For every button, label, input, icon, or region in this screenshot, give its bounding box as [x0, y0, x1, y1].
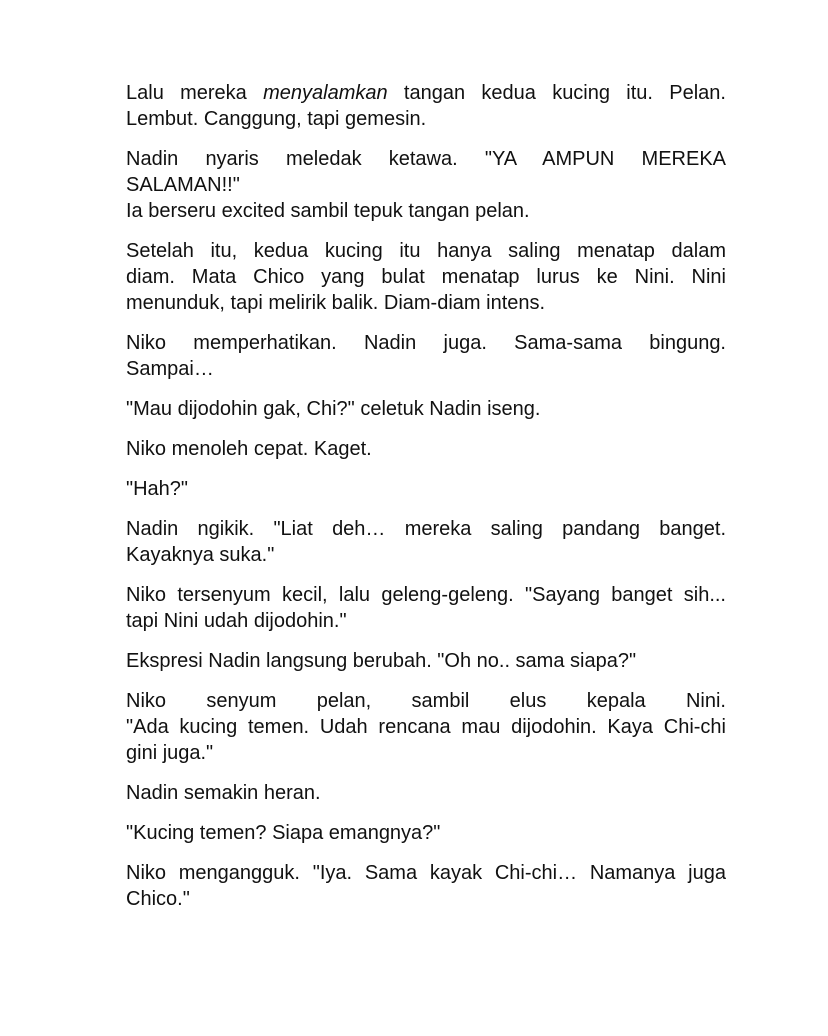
paragraph-1	[126, 80, 726, 132]
paragraph-13	[126, 820, 726, 846]
paragraph-line: Lembut. Canggung, tapi gemesin.	[126, 108, 427, 130]
paragraph-2	[126, 146, 726, 224]
paragraph-line: tapi Nini udah dijodohin."	[126, 610, 347, 632]
paragraph-line: Nadin ngikik. "Liat deh… mereka saling pandang banget.	[126, 518, 726, 540]
paragraph-5	[126, 396, 726, 422]
paragraph-line: "Hah?"	[126, 478, 189, 500]
paragraph-6	[126, 436, 726, 462]
paragraph-8	[126, 516, 726, 568]
paragraph-line: Niko mengangguk. "Iya. Sama kayak Chi-chi… Namanya juga	[126, 862, 726, 884]
paragraph-line: "Kucing temen? Siapa emangnya?"	[126, 822, 441, 844]
paragraph-line: Nadin semakin heran.	[126, 782, 321, 804]
paragraph-line: "Mau dijodohin gak, Chi?" celetuk Nadin iseng.	[126, 398, 541, 420]
paragraph-4	[126, 330, 726, 382]
paragraph-line: Sampai…	[126, 358, 214, 380]
paragraph-line: Niko menoleh cepat. Kaget.	[126, 438, 372, 460]
paragraph-line: Kayaknya suka."	[126, 544, 275, 566]
paragraph-10	[126, 648, 726, 674]
paragraph-3	[126, 238, 726, 316]
italic-text: menyalamkan	[263, 82, 388, 104]
paragraph-line	[126, 80, 726, 106]
paragraph-line: Nadin nyaris meledak ketawa. "YA AMPUN MEREKA	[126, 148, 726, 170]
paragraph-line: SALAMAN!!"	[126, 174, 240, 196]
paragraph-line: menunduk, tapi melirik balik. Diam-diam intens.	[126, 292, 546, 314]
paragraph-line: Chico."	[126, 888, 190, 910]
paragraph-11	[126, 688, 726, 766]
paragraph-9	[126, 582, 726, 634]
paragraph-line: Niko memperhatikan. Nadin juga. Sama-sama bingung.	[126, 332, 726, 354]
paragraph-12	[126, 780, 726, 806]
story-text	[126, 80, 726, 912]
paragraph-line: Ekspresi Nadin langsung berubah. "Oh no.. sama siapa?"	[126, 650, 637, 672]
paragraph-line: "Ada kucing temen. Udah rencana mau dijodohin. Kaya Chi-chi	[126, 716, 726, 738]
paragraph-line: Ia berseru excited sambil tepuk tangan pelan.	[126, 200, 530, 222]
text-run: tangan kedua kucing itu. Pelan.	[387, 82, 726, 104]
paragraph-line: Niko tersenyum kecil, lalu geleng-geleng. "Sayang banget sih...	[126, 584, 726, 606]
paragraph-14	[126, 860, 726, 912]
paragraph-line: Niko senyum pelan, sambil elus kepala Nini.	[126, 690, 726, 712]
paragraph-line: gini juga."	[126, 742, 214, 764]
paragraph-line: diam. Mata Chico yang bulat menatap lurus ke Nini. Nini	[126, 266, 726, 288]
paragraph-line: Setelah itu, kedua kucing itu hanya saling menatap dalam	[126, 240, 726, 262]
paragraph-7	[126, 476, 726, 502]
text-run: Lalu mereka	[126, 82, 264, 104]
